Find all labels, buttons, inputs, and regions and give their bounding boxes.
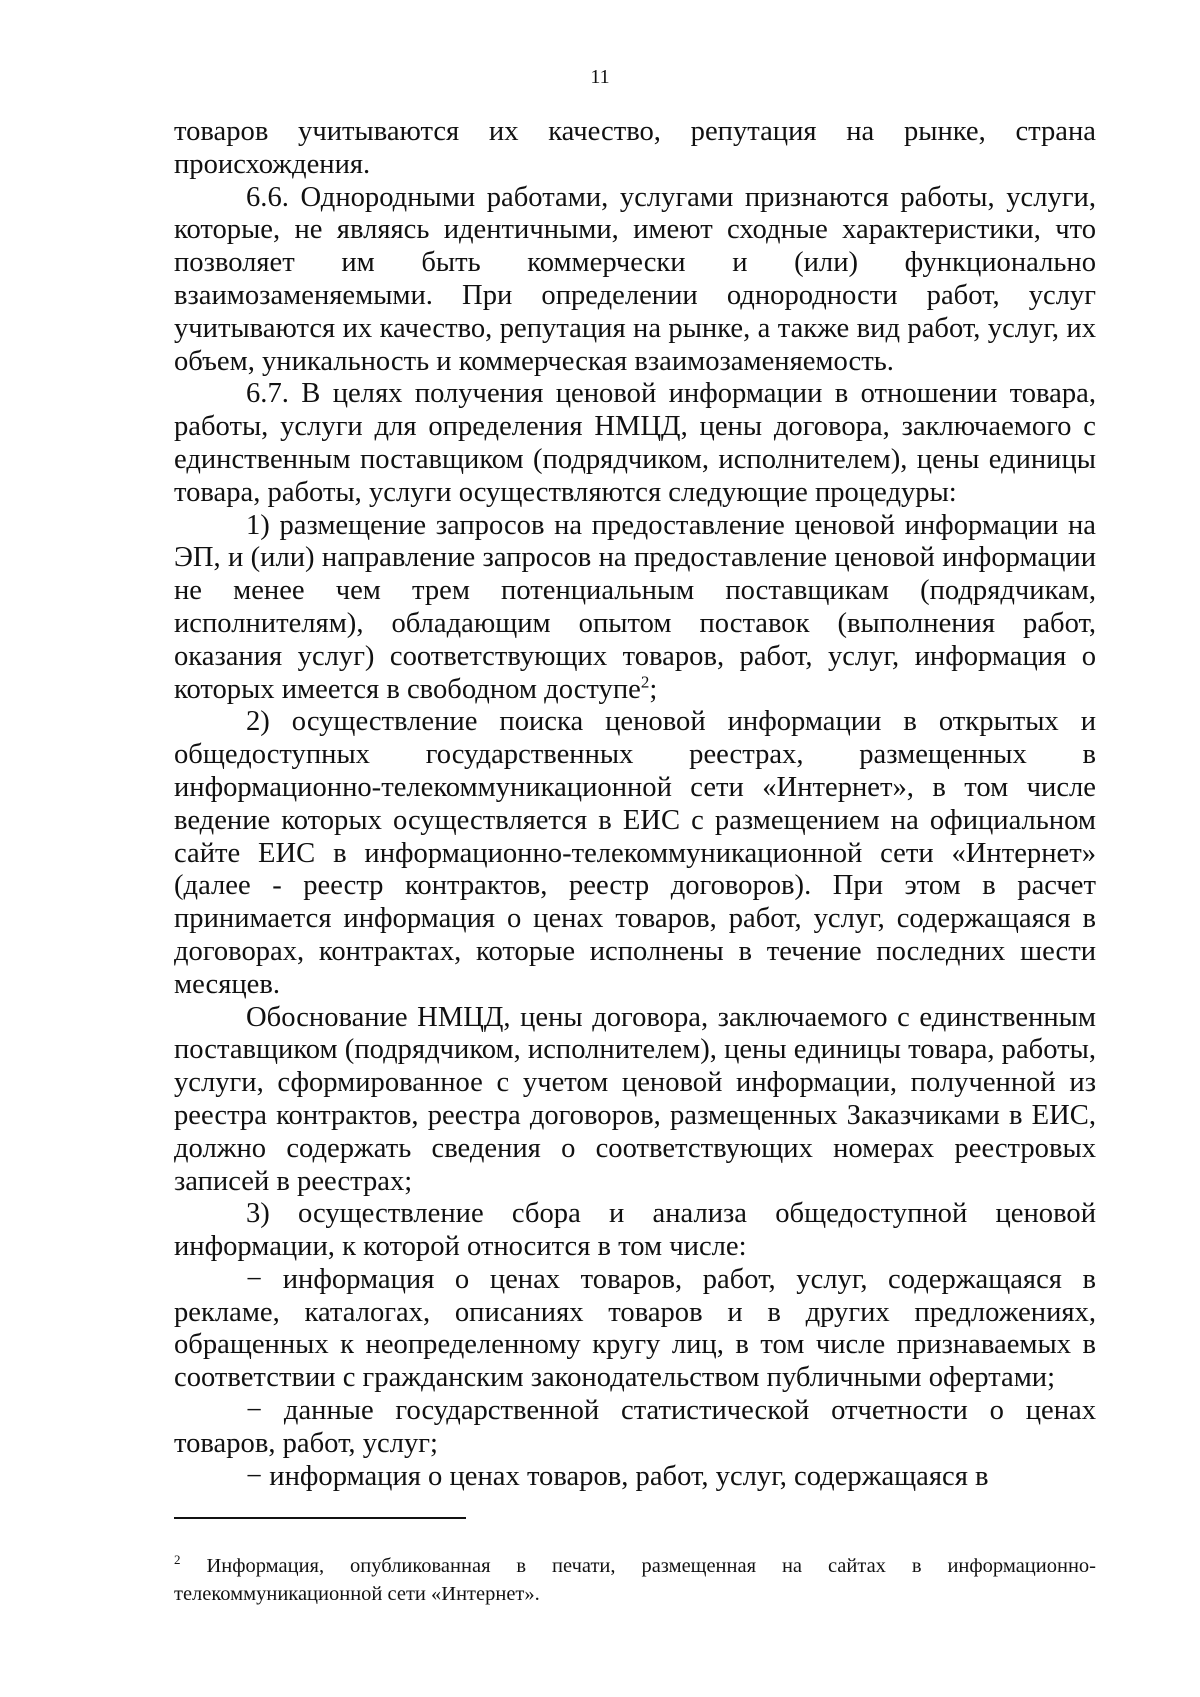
paragraph-continuation: товаров учитываются их качество, репутация на рынке, страна происхождения. <box>174 116 1096 180</box>
page-body <box>174 116 1096 1493</box>
footnote-separator <box>174 1517 466 1519</box>
dash-item-partial: − информация о ценах товаров, работ, услуг, содержащаяся в <box>246 1460 989 1492</box>
dash-item-advertising: − информация о ценах товаров, работ, услуг, содержащаяся в рекламе, каталогах, описаниях товаров и в других предложениях, обращенных к неопределенному кругу лиц, в том числе признаваемых в соответствии с гражданским законодательством публичными офертами; <box>174 1263 1096 1394</box>
page-number: 11 <box>590 66 610 88</box>
paragraph-justification: Обоснование НМЦД, цены договора, заключаемого с единственным поставщиком (подрядчиком, исполнителем), цены единицы товара, работы, услуги, сформированное с учетом ценовой информации, полученной из реестра контрактов, реестра договоров, размещенных Заказчиками в ЕИС, должно содержать сведения о соответствующих номерах реестровых записей в реестрах; <box>174 1001 1096 1197</box>
list-item-1-ending: ; <box>649 673 658 705</box>
list-item-1 <box>174 510 1096 707</box>
footnote-text: Информация, опубликованная в печати, размещенная на сайтах в информационно-телекоммуникационной сети «Интернет». <box>174 1555 1097 1605</box>
footnote-reference: 2 <box>640 672 650 692</box>
list-item-3: 3) осуществление сбора и анализа общедоступной ценовой информации, к которой относится в том числе: <box>174 1198 1096 1263</box>
footnote <box>174 1552 1096 1608</box>
paragraph-6-7: 6.7. В целях получения ценовой информации в отношении товара, работы, услуги для определения НМЦД, цены договора, заключаемого с единственным поставщиком (подрядчиком, исполнителем), цены единицы товара, работы, услуги осуществляются следующие процедуры: <box>174 378 1096 508</box>
paragraph-6-6: 6.6. Однородными работами, услугами признаются работы, услуги, которые, не являясь идентичными, имеют сходные характеристики, что позволяет им быть коммерчески и (или) функционально взаимозаменяемыми. При определении однородности работ, услуг учитываются их качество, репутация на рынке, а также вид работ, услуг, их объем, уникальность и коммерческая взаимозаменяемость. <box>174 181 1096 377</box>
list-item-2: 2) осуществление поиска ценовой информации в открытых и общедоступных государственных реестрах, размещенных в информационно-телекоммуникационной сети «Интернет», в том числе ведение которых осуществляется в ЕИС с размещением на официальном сайте ЕИС в информационно-телекоммуникационной сети «Интернет» (далее - реестр контрактов, реестр договоров). При этом в расчет принимается информация о ценах товаров, работ, услуг, содержащаяся в договорах, контрактах, которые исполнены в течение последних шести месяцев. <box>174 706 1096 1000</box>
footnote-marker: 2 <box>174 1552 181 1568</box>
list-item-1-text: 1) размещение запросов на предоставление ценовой информации на ЭП, и (или) направление запросов на предоставление ценовой информации не менее чем трем потенциальным поставщикам (подрядчикам, исполнителям), обладающим опытом поставок (выполнения работ, оказания услуг) соответствующих товаров, работ, услуг, информация о которых имеется в свободном доступе <box>174 509 1096 705</box>
dash-item-statistics: − данные государственной статистической отчетности о ценах товаров, работ, услуг; <box>174 1395 1096 1459</box>
